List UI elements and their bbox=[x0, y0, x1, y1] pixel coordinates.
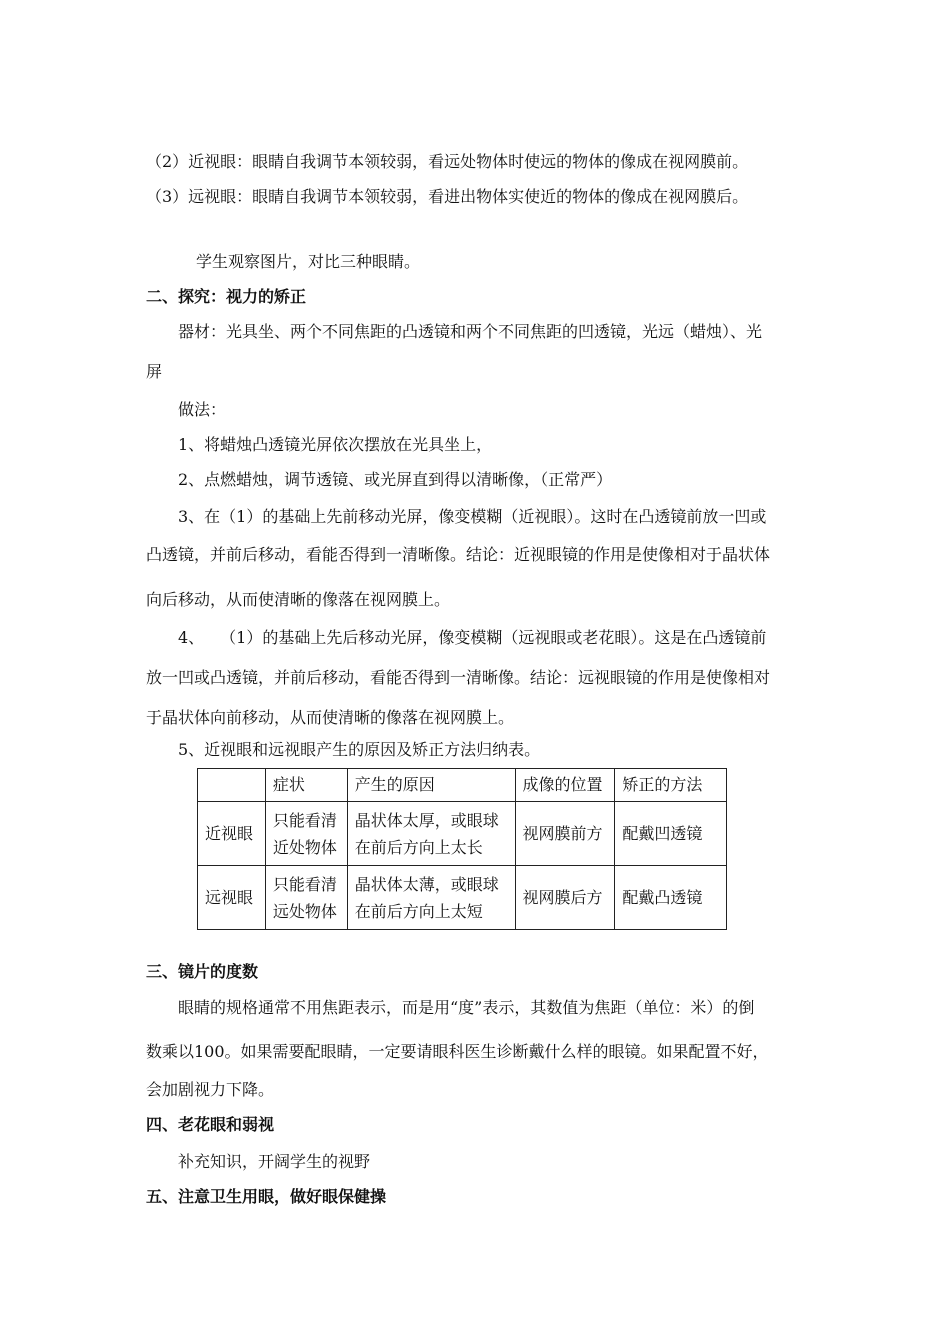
paragraph-step3-line2: 凸透镜，并前后移动，看能否得到一清晰像。结论：近视眼镜的作用是使像相对于晶状体 bbox=[146, 545, 771, 564]
paragraph-lens-line3: 会加剧视力下降。 bbox=[146, 1080, 275, 1099]
table-cell-eye-type: 远视眼 bbox=[198, 866, 266, 930]
paragraph-materials-line2: 屏 bbox=[146, 362, 163, 381]
table-cell-symptom bbox=[265, 866, 347, 930]
section-heading-2: 二、探究：视力的矫正 bbox=[146, 287, 307, 306]
table-row bbox=[198, 802, 727, 866]
table-cell-symptom bbox=[265, 802, 347, 866]
cause-line: 在前后方向上太长 bbox=[354, 837, 483, 857]
table-cell-cause bbox=[347, 802, 515, 866]
symptom-line: 只能看清 bbox=[272, 810, 337, 830]
paragraph-lens-line2: 数乘以100。如果需要配眼睛，一定要请眼科医生诊断戴什么样的眼镜。如果配置不好， bbox=[146, 1042, 769, 1061]
table-header-row bbox=[198, 769, 727, 802]
table-header-cell: 矫正的方法 bbox=[615, 769, 727, 802]
paragraph-myopia: （2）近视眼：眼睛自我调节本领较弱，看远处物体时使远的物体的像成在视网膜前。 bbox=[146, 152, 749, 171]
paragraph-method: 做法： bbox=[178, 400, 227, 419]
cause-line: 晶状体太薄，或眼球 bbox=[354, 874, 499, 894]
eye-comparison-table bbox=[197, 768, 727, 930]
section-heading-4: 四、老花眼和弱视 bbox=[146, 1115, 275, 1134]
paragraph-step4-line2: 放一凹或凸透镜，并前后移动，看能否得到一清晰像。结论：远视眼镜的作用是使像相对 bbox=[146, 668, 771, 687]
table-header-cell: 症状 bbox=[265, 769, 347, 802]
table-cell-eye-type: 近视眼 bbox=[198, 802, 266, 866]
paragraph-supplement: 补充知识，开阔学生的视野 bbox=[178, 1152, 371, 1171]
symptom-line: 近处物体 bbox=[272, 837, 337, 857]
cause-line: 在前后方向上太短 bbox=[354, 901, 483, 921]
table-cell-correction: 配戴凸透镜 bbox=[615, 866, 727, 930]
paragraph-step2: 2、点燃蜡烛，调节透镜、或光屏直到得以清晰像，（正常严） bbox=[178, 470, 613, 489]
paragraph-step3-line3: 向后移动，从而使清晰的像落在视网膜上。 bbox=[146, 590, 451, 609]
cause-line: 晶状体太厚，或眼球 bbox=[354, 810, 499, 830]
section-heading-3: 三、镜片的度数 bbox=[146, 962, 259, 981]
paragraph-step4-line3: 于晶状体向前移动，从而使清晰的像落在视网膜上。 bbox=[146, 708, 515, 727]
paragraph-step3-line1: 3、在（1）的基础上先前移动光屏，像变模糊（近视眼）。这时在凸透镜前放一凹或 bbox=[178, 507, 767, 526]
paragraph-hyperopia: （3）远视眼：眼睛自我调节本领较弱，看进出物体实使近的物体的像成在视网膜后。 bbox=[146, 187, 749, 206]
symptom-line: 只能看清 bbox=[272, 874, 337, 894]
table-header-cell: 成像的位置 bbox=[515, 769, 615, 802]
paragraph-step4-line1: 4、 （1）的基础上先后移动光屏，像变模糊（远视眼或老花眼）。这是在凸透镜前 bbox=[178, 628, 767, 647]
table-cell-cause bbox=[347, 866, 515, 930]
section-heading-5: 五、注意卫生用眼，做好眼保健操 bbox=[146, 1187, 387, 1206]
symptom-line: 远处物体 bbox=[272, 901, 337, 921]
table-header-cell bbox=[198, 769, 266, 802]
table-row bbox=[198, 866, 727, 930]
table-cell-position: 视网膜后方 bbox=[515, 866, 615, 930]
paragraph-materials-line1: 器材：光具坐、两个不同焦距的凸透镜和两个不同焦距的凹透镜，光远（蜡烛）、光 bbox=[178, 322, 763, 341]
paragraph-observe: 学生观察图片，对比三种眼睛。 bbox=[196, 252, 421, 271]
paragraph-step1: 1、将蜡烛凸透镜光屏依次摆放在光具坐上， bbox=[178, 435, 493, 454]
table-cell-position: 视网膜前方 bbox=[515, 802, 615, 866]
paragraph-lens-line1: 眼睛的规格通常不用焦距表示，而是用“度”表示，其数值为焦距（单位：米）的倒 bbox=[178, 998, 755, 1017]
paragraph-step5: 5、近视眼和远视眼产生的原因及矫正方法归纳表。 bbox=[178, 740, 541, 759]
table-header-cell: 产生的原因 bbox=[347, 769, 515, 802]
table-cell-correction: 配戴凹透镜 bbox=[615, 802, 727, 866]
